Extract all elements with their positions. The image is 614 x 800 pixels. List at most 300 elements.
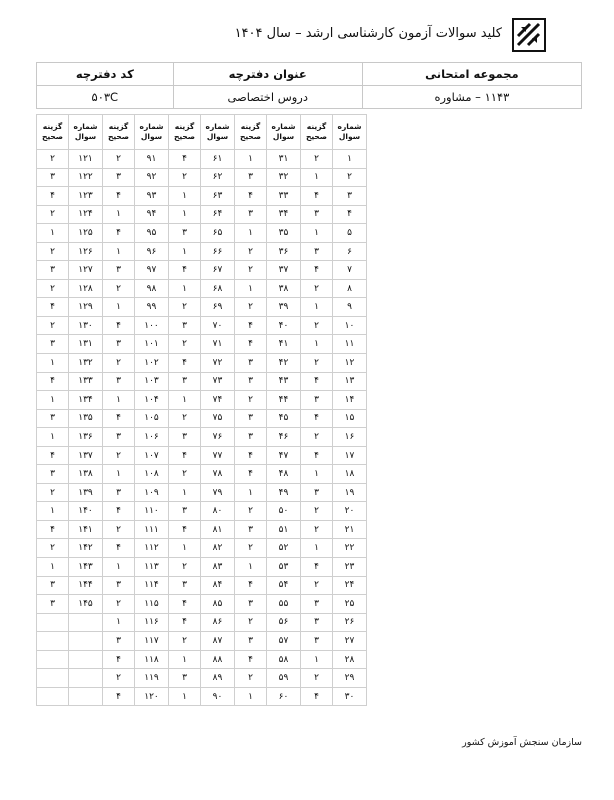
question-number-cell: ۱۳ xyxy=(333,372,367,391)
question-number-cell: ۸۴ xyxy=(201,576,235,595)
table-row xyxy=(37,650,367,669)
question-number-cell: ۶۶ xyxy=(201,242,235,261)
correct-option-cell: ۲ xyxy=(301,428,333,447)
question-number-cell: ۱۱۶ xyxy=(135,613,169,632)
question-number-cell: ۹۶ xyxy=(135,242,169,261)
table-row xyxy=(37,576,367,595)
correct-option-cell xyxy=(37,669,69,688)
correct-option-cell: ۳ xyxy=(301,632,333,651)
question-number-cell: ۱۳۰ xyxy=(69,316,103,335)
correct-option-cell: ۲ xyxy=(37,242,69,261)
question-number-cell: ۱۱۷ xyxy=(135,632,169,651)
table-row xyxy=(37,261,367,280)
correct-option-cell: ۳ xyxy=(37,595,69,614)
correct-option-cell: ۴ xyxy=(235,187,267,206)
answer-key-header-row xyxy=(37,115,367,150)
question-number-cell: ۱۴۲ xyxy=(69,539,103,558)
question-number-cell: ۷۷ xyxy=(201,446,235,465)
table-row xyxy=(37,187,367,206)
correct-option-cell: ۲ xyxy=(37,539,69,558)
correct-option-cell: ۳ xyxy=(103,428,135,447)
question-number-cell: ۵۹ xyxy=(267,669,301,688)
correct-option-cell: ۳ xyxy=(235,372,267,391)
correct-option-cell: ۳ xyxy=(37,465,69,484)
question-number-cell: ۱۸ xyxy=(333,465,367,484)
question-number-cell: ۷۳ xyxy=(201,372,235,391)
booklet-code-header: کد دفترچه xyxy=(37,63,174,86)
question-number-cell: ۵۲ xyxy=(267,539,301,558)
correct-option-cell: ۲ xyxy=(103,150,135,169)
correct-option-cell: ۳ xyxy=(169,502,201,521)
correct-option-cell: ۱ xyxy=(301,465,333,484)
page-title: کلید سوالات آزمون کارشناسی ارشد – سال ۱۴۰۴ xyxy=(234,26,502,41)
correct-option-cell: ۴ xyxy=(235,576,267,595)
question-number-cell: ۱۱۴ xyxy=(135,576,169,595)
question-number-cell: ۸۵ xyxy=(201,595,235,614)
table-row xyxy=(37,539,367,558)
correct-option-cell: ۳ xyxy=(37,168,69,187)
correct-option-cell: ۲ xyxy=(37,316,69,335)
correct-option-cell: ۲ xyxy=(37,150,69,169)
correct-option-cell: ۱ xyxy=(235,279,267,298)
booklet-title-value: دروس اختصاصی xyxy=(173,86,362,109)
correct-option-cell: ۴ xyxy=(301,446,333,465)
table-row xyxy=(37,595,367,614)
correct-option-cell: ۲ xyxy=(169,465,201,484)
question-number-cell: ۱۰۹ xyxy=(135,483,169,502)
question-number-cell: ۷۲ xyxy=(201,354,235,373)
correct-option-cell xyxy=(37,650,69,669)
correct-option-cell: ۲ xyxy=(235,261,267,280)
question-number-cell: ۴ xyxy=(333,205,367,224)
correct-option-cell: ۲ xyxy=(103,520,135,539)
question-number-cell: ۹۱ xyxy=(135,150,169,169)
question-number-cell: ۷۹ xyxy=(201,483,235,502)
correct-option-cell: ۱ xyxy=(301,298,333,317)
correct-option-cell: ۱ xyxy=(169,242,201,261)
question-number-cell: ۸۹ xyxy=(201,669,235,688)
correct-option-cell: ۲ xyxy=(235,539,267,558)
question-number-cell: ۷۸ xyxy=(201,465,235,484)
correct-option-cell: ۴ xyxy=(37,520,69,539)
correct-option-cell: ۴ xyxy=(235,650,267,669)
question-number-cell: ۱۲۰ xyxy=(135,687,169,706)
question-number-cell: ۲۳ xyxy=(333,558,367,577)
question-number-cell: ۳۶ xyxy=(267,242,301,261)
exam-group-header: مجموعه امتحانی xyxy=(362,63,581,86)
correct-option-cell: ۱ xyxy=(103,558,135,577)
correct-option-cell: ۱ xyxy=(169,279,201,298)
correct-option-cell: ۱ xyxy=(301,224,333,243)
question-number-cell: ۱۰۴ xyxy=(135,391,169,410)
correct-option-cell: ۴ xyxy=(169,613,201,632)
question-number-cell: ۶۱ xyxy=(201,150,235,169)
organization-name: سازمان سنجش آموزش کشور xyxy=(462,737,582,748)
correct-option-cell: ۳ xyxy=(103,168,135,187)
correct-option-header: گزینه صحیح xyxy=(169,115,201,150)
question-number-cell: ۴۴ xyxy=(267,391,301,410)
table-row xyxy=(37,391,367,410)
question-number-cell: ۱۰ xyxy=(333,316,367,335)
question-number-cell: ۱۳۲ xyxy=(69,354,103,373)
correct-option-cell: ۳ xyxy=(103,632,135,651)
question-number-header: شماره سوال xyxy=(69,115,103,150)
question-number-cell: ۳۹ xyxy=(267,298,301,317)
correct-option-cell: ۴ xyxy=(235,335,267,354)
question-number-cell: ۷۴ xyxy=(201,391,235,410)
question-number-cell: ۸۶ xyxy=(201,613,235,632)
question-number-cell: ۴۳ xyxy=(267,372,301,391)
correct-option-cell: ۳ xyxy=(37,335,69,354)
question-number-cell: ۲۹ xyxy=(333,669,367,688)
correct-option-cell: ۱ xyxy=(169,539,201,558)
correct-option-cell: ۳ xyxy=(235,428,267,447)
answer-key-table xyxy=(36,114,367,706)
question-number-cell: ۸۷ xyxy=(201,632,235,651)
question-number-cell: ۶۴ xyxy=(201,205,235,224)
correct-option-cell: ۴ xyxy=(103,687,135,706)
correct-option-cell: ۳ xyxy=(103,372,135,391)
question-number-cell: ۱۷ xyxy=(333,446,367,465)
table-row xyxy=(37,465,367,484)
question-number-cell: ۲۱ xyxy=(333,520,367,539)
correct-option-cell: ۲ xyxy=(301,150,333,169)
question-number-cell: ۵۱ xyxy=(267,520,301,539)
question-number-header: شماره سوال xyxy=(135,115,169,150)
booklet-title-header: عنوان دفترچه xyxy=(173,63,362,86)
table-row xyxy=(37,372,367,391)
question-number-cell: ۱۱۲ xyxy=(135,539,169,558)
correct-option-cell xyxy=(37,613,69,632)
question-number-cell: ۹۷ xyxy=(135,261,169,280)
question-number-cell: ۲۴ xyxy=(333,576,367,595)
question-number-cell xyxy=(69,632,103,651)
correct-option-cell: ۲ xyxy=(235,502,267,521)
question-number-cell: ۶۵ xyxy=(201,224,235,243)
question-number-cell: ۵۸ xyxy=(267,650,301,669)
question-number-cell: ۳۵ xyxy=(267,224,301,243)
correct-option-cell: ۳ xyxy=(103,576,135,595)
question-number-cell: ۱۰۸ xyxy=(135,465,169,484)
correct-option-cell: ۲ xyxy=(37,279,69,298)
correct-option-cell: ۴ xyxy=(103,224,135,243)
correct-option-header: گزینه صحیح xyxy=(103,115,135,150)
correct-option-cell: ۳ xyxy=(301,595,333,614)
question-number-cell: ۱۲۶ xyxy=(69,242,103,261)
correct-option-cell xyxy=(37,632,69,651)
table-row xyxy=(37,632,367,651)
question-number-cell: ۱۴۵ xyxy=(69,595,103,614)
question-number-cell: ۳۷ xyxy=(267,261,301,280)
organization-logo-icon xyxy=(512,18,546,52)
question-number-cell: ۷۰ xyxy=(201,316,235,335)
correct-option-cell: ۲ xyxy=(103,669,135,688)
correct-option-cell: ۳ xyxy=(37,409,69,428)
question-number-cell: ۳۲ xyxy=(267,168,301,187)
question-number-cell: ۹۸ xyxy=(135,279,169,298)
question-number-cell: ۱۴۰ xyxy=(69,502,103,521)
correct-option-cell: ۱ xyxy=(103,391,135,410)
correct-option-cell: ۲ xyxy=(235,242,267,261)
question-number-cell: ۱۲۳ xyxy=(69,187,103,206)
correct-option-cell: ۱ xyxy=(169,687,201,706)
table-row xyxy=(37,558,367,577)
question-number-cell: ۴۹ xyxy=(267,483,301,502)
correct-option-cell: ۱ xyxy=(103,465,135,484)
question-number-cell: ۹۹ xyxy=(135,298,169,317)
correct-option-cell: ۱ xyxy=(169,205,201,224)
correct-option-cell: ۲ xyxy=(301,669,333,688)
question-number-cell xyxy=(69,687,103,706)
question-number-cell: ۱۰۰ xyxy=(135,316,169,335)
question-number-header: شماره سوال xyxy=(201,115,235,150)
question-number-cell: ۸ xyxy=(333,279,367,298)
table-row xyxy=(37,502,367,521)
table-row xyxy=(37,242,367,261)
question-number-cell: ۲۲ xyxy=(333,539,367,558)
correct-option-cell: ۳ xyxy=(301,205,333,224)
question-number-cell: ۱۴۴ xyxy=(69,576,103,595)
question-number-cell: ۲ xyxy=(333,168,367,187)
correct-option-cell: ۳ xyxy=(235,595,267,614)
correct-option-cell: ۴ xyxy=(235,446,267,465)
question-number-cell: ۹۲ xyxy=(135,168,169,187)
booklet-info-table xyxy=(36,62,582,109)
question-number-cell: ۸۱ xyxy=(201,520,235,539)
correct-option-cell: ۴ xyxy=(37,372,69,391)
question-number-cell: ۷۱ xyxy=(201,335,235,354)
correct-option-cell: ۳ xyxy=(103,261,135,280)
correct-option-cell: ۴ xyxy=(103,539,135,558)
correct-option-cell: ۲ xyxy=(103,354,135,373)
question-number-cell: ۵۷ xyxy=(267,632,301,651)
correct-option-cell: ۲ xyxy=(103,595,135,614)
table-row xyxy=(37,354,367,373)
question-number-cell: ۴۵ xyxy=(267,409,301,428)
correct-option-cell: ۳ xyxy=(103,483,135,502)
question-number-cell: ۱۴۳ xyxy=(69,558,103,577)
correct-option-cell: ۲ xyxy=(103,446,135,465)
question-number-cell xyxy=(69,613,103,632)
question-number-header: شماره سوال xyxy=(267,115,301,150)
correct-option-cell: ۱ xyxy=(169,650,201,669)
question-number-cell: ۱۱۵ xyxy=(135,595,169,614)
question-number-cell: ۱۵ xyxy=(333,409,367,428)
question-number-cell: ۶۲ xyxy=(201,168,235,187)
correct-option-cell: ۱ xyxy=(169,391,201,410)
correct-option-cell: ۲ xyxy=(103,279,135,298)
correct-option-cell: ۳ xyxy=(169,224,201,243)
question-number-cell: ۵ xyxy=(333,224,367,243)
question-number-cell: ۳۳ xyxy=(267,187,301,206)
question-number-cell: ۳ xyxy=(333,187,367,206)
correct-option-cell: ۴ xyxy=(301,558,333,577)
correct-option-cell: ۴ xyxy=(235,465,267,484)
table-row xyxy=(37,168,367,187)
question-number-cell: ۱۰۲ xyxy=(135,354,169,373)
correct-option-cell: ۱ xyxy=(37,502,69,521)
correct-option-cell: ۱ xyxy=(37,428,69,447)
correct-option-cell: ۲ xyxy=(301,576,333,595)
correct-option-cell: ۱ xyxy=(103,613,135,632)
question-number-cell: ۶۷ xyxy=(201,261,235,280)
table-row xyxy=(37,316,367,335)
correct-option-cell: ۳ xyxy=(235,520,267,539)
question-number-cell: ۴۱ xyxy=(267,335,301,354)
correct-option-cell: ۳ xyxy=(301,391,333,410)
correct-option-cell: ۱ xyxy=(235,224,267,243)
correct-option-cell: ۳ xyxy=(169,576,201,595)
correct-option-cell xyxy=(37,687,69,706)
correct-option-cell: ۱ xyxy=(37,354,69,373)
question-number-cell: ۶۰ xyxy=(267,687,301,706)
question-number-cell: ۱۱۰ xyxy=(135,502,169,521)
question-number-cell: ۱۳۴ xyxy=(69,391,103,410)
table-row xyxy=(37,298,367,317)
correct-option-cell: ۳ xyxy=(169,316,201,335)
table-row xyxy=(37,279,367,298)
correct-option-cell: ۱ xyxy=(301,335,333,354)
question-number-cell: ۱۲۱ xyxy=(69,150,103,169)
question-number-cell: ۱۱۸ xyxy=(135,650,169,669)
question-number-cell: ۶ xyxy=(333,242,367,261)
correct-option-cell: ۲ xyxy=(301,279,333,298)
correct-option-cell: ۳ xyxy=(103,335,135,354)
question-number-cell: ۳۸ xyxy=(267,279,301,298)
question-number-cell: ۹۵ xyxy=(135,224,169,243)
correct-option-cell: ۴ xyxy=(103,409,135,428)
question-number-cell: ۴۸ xyxy=(267,465,301,484)
correct-option-cell: ۴ xyxy=(169,150,201,169)
question-number-cell: ۱۳۵ xyxy=(69,409,103,428)
correct-option-cell: ۴ xyxy=(103,316,135,335)
question-number-cell: ۳۴ xyxy=(267,205,301,224)
question-number-cell: ۴۶ xyxy=(267,428,301,447)
correct-option-cell: ۴ xyxy=(301,409,333,428)
correct-option-cell: ۱ xyxy=(235,558,267,577)
question-number-cell xyxy=(69,650,103,669)
correct-option-cell: ۳ xyxy=(37,261,69,280)
question-number-cell: ۱۲ xyxy=(333,354,367,373)
question-number-cell: ۴۰ xyxy=(267,316,301,335)
question-number-cell: ۱۰۳ xyxy=(135,372,169,391)
question-number-cell: ۹۰ xyxy=(201,687,235,706)
correct-option-cell: ۲ xyxy=(37,483,69,502)
correct-option-cell: ۱ xyxy=(235,483,267,502)
correct-option-cell: ۴ xyxy=(169,595,201,614)
question-number-cell: ۷۶ xyxy=(201,428,235,447)
question-number-cell: ۱ xyxy=(333,150,367,169)
correct-option-cell: ۴ xyxy=(103,187,135,206)
question-number-cell: ۱۳۳ xyxy=(69,372,103,391)
correct-option-cell: ۱ xyxy=(235,687,267,706)
correct-option-cell: ۴ xyxy=(169,354,201,373)
table-row xyxy=(37,224,367,243)
correct-option-cell: ۴ xyxy=(37,298,69,317)
question-number-cell: ۱۴۱ xyxy=(69,520,103,539)
table-row xyxy=(37,520,367,539)
correct-option-cell: ۴ xyxy=(169,261,201,280)
correct-option-cell: ۴ xyxy=(37,446,69,465)
correct-option-cell: ۴ xyxy=(169,446,201,465)
correct-option-cell: ۱ xyxy=(301,168,333,187)
question-number-header: شماره سوال xyxy=(333,115,367,150)
correct-option-cell: ۲ xyxy=(37,205,69,224)
correct-option-cell: ۳ xyxy=(169,428,201,447)
correct-option-header: گزینه صحیح xyxy=(301,115,333,150)
question-number-cell: ۱۱ xyxy=(333,335,367,354)
correct-option-cell: ۱ xyxy=(301,539,333,558)
question-number-cell: ۲۰ xyxy=(333,502,367,521)
question-number-cell: ۱۲۷ xyxy=(69,261,103,280)
correct-option-cell: ۴ xyxy=(301,687,333,706)
question-number-cell: ۱۳۸ xyxy=(69,465,103,484)
question-number-cell: ۱۱۳ xyxy=(135,558,169,577)
table-row xyxy=(37,335,367,354)
table-row xyxy=(37,446,367,465)
correct-option-cell: ۲ xyxy=(169,298,201,317)
question-number-cell: ۱۳۹ xyxy=(69,483,103,502)
question-number-cell: ۱۳۶ xyxy=(69,428,103,447)
correct-option-cell: ۲ xyxy=(235,613,267,632)
question-number-cell: ۸۲ xyxy=(201,539,235,558)
question-number-cell: ۹۳ xyxy=(135,187,169,206)
question-number-cell: ۷۵ xyxy=(201,409,235,428)
table-row xyxy=(37,687,367,706)
question-number-cell: ۱۲۲ xyxy=(69,168,103,187)
question-number-cell: ۱۱۹ xyxy=(135,669,169,688)
correct-option-cell: ۱ xyxy=(169,187,201,206)
correct-option-cell: ۱ xyxy=(37,391,69,410)
correct-option-cell: ۴ xyxy=(301,261,333,280)
correct-option-cell: ۲ xyxy=(235,391,267,410)
correct-option-cell: ۳ xyxy=(301,613,333,632)
correct-option-cell: ۳ xyxy=(37,576,69,595)
table-row xyxy=(37,613,367,632)
table-row xyxy=(37,428,367,447)
correct-option-cell: ۲ xyxy=(169,558,201,577)
question-number-cell: ۹۴ xyxy=(135,205,169,224)
table-row xyxy=(37,483,367,502)
question-number-cell: ۴۷ xyxy=(267,446,301,465)
correct-option-cell: ۳ xyxy=(235,205,267,224)
correct-option-cell: ۳ xyxy=(235,168,267,187)
correct-option-cell: ۲ xyxy=(301,354,333,373)
correct-option-cell: ۳ xyxy=(169,372,201,391)
question-number-cell: ۱۰۱ xyxy=(135,335,169,354)
question-number-cell: ۱۴ xyxy=(333,391,367,410)
correct-option-cell: ۲ xyxy=(169,168,201,187)
question-number-cell: ۴۲ xyxy=(267,354,301,373)
question-number-cell: ۱۹ xyxy=(333,483,367,502)
question-number-cell: ۱۰۵ xyxy=(135,409,169,428)
question-number-cell xyxy=(69,669,103,688)
correct-option-cell: ۲ xyxy=(235,298,267,317)
question-number-cell: ۲۷ xyxy=(333,632,367,651)
question-number-cell: ۲۶ xyxy=(333,613,367,632)
correct-option-cell: ۲ xyxy=(301,520,333,539)
correct-option-cell: ۲ xyxy=(301,316,333,335)
correct-option-cell: ۳ xyxy=(235,632,267,651)
correct-option-cell: ۳ xyxy=(235,354,267,373)
page-header xyxy=(36,14,546,54)
question-number-cell: ۸۸ xyxy=(201,650,235,669)
question-number-cell: ۵۳ xyxy=(267,558,301,577)
question-number-cell: ۶۳ xyxy=(201,187,235,206)
correct-option-cell: ۲ xyxy=(301,502,333,521)
correct-option-cell: ۲ xyxy=(235,669,267,688)
question-number-cell: ۵۵ xyxy=(267,595,301,614)
